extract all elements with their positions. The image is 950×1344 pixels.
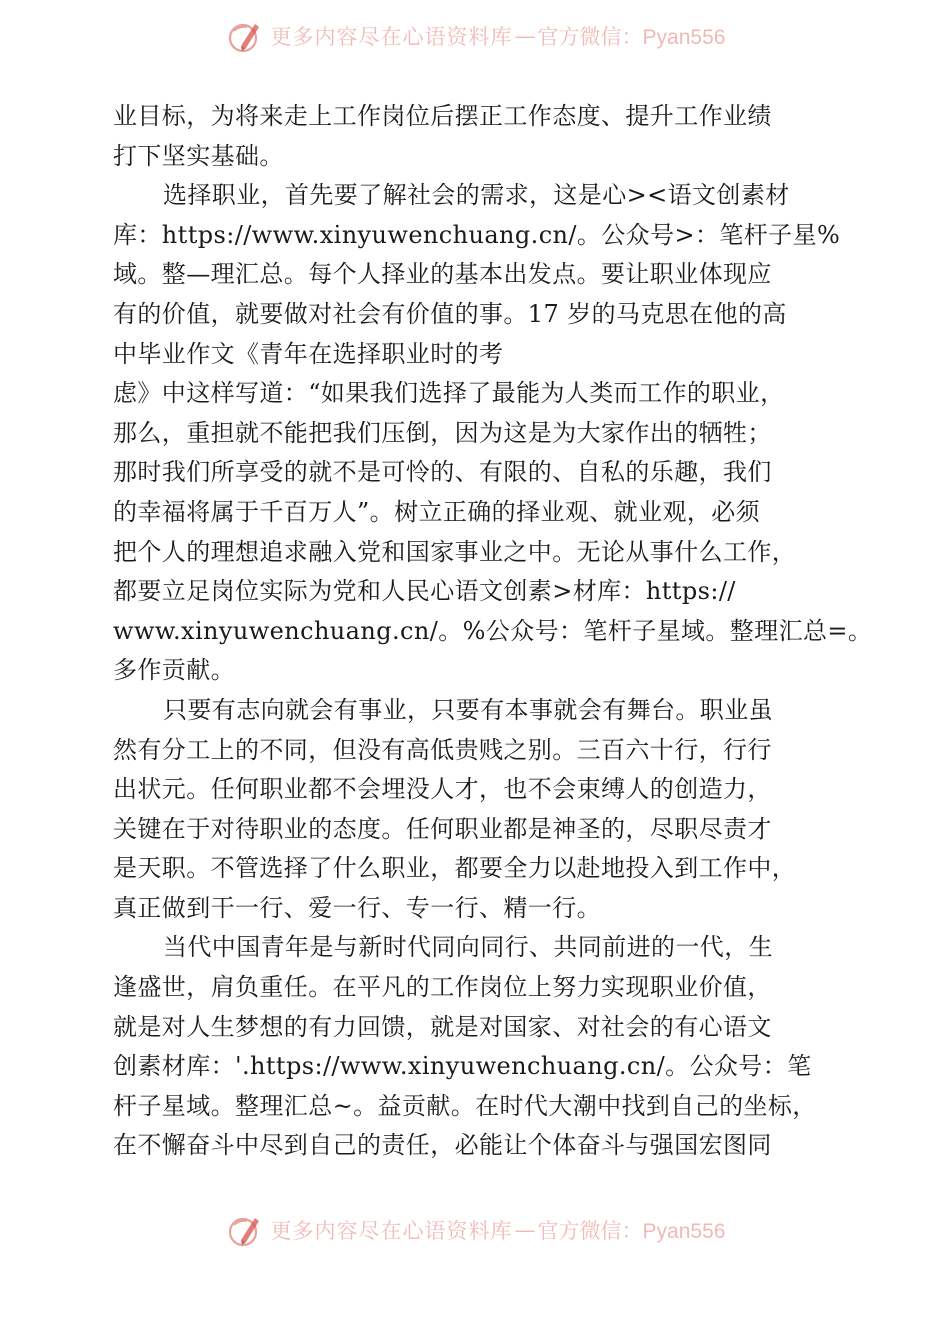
text-line: 中毕业作文《青年在选择职业时的考 bbox=[113, 339, 504, 368]
watermark-wechat: 官方微信：Pyan556 bbox=[537, 1220, 726, 1243]
text-line: 然有分工上的不同，但没有高低贵贱之别。三百六十行，行行 bbox=[113, 735, 772, 764]
text-line: 关键在于对待职业的态度。任何职业都是神圣的，尽职尽责才 bbox=[113, 814, 772, 843]
watermark-slogan: 更多内容尽在心语资料库 bbox=[270, 25, 513, 49]
watermark-separator: — bbox=[514, 1218, 536, 1242]
text-line: 只要有志向就会有事业，只要有本事就会有舞台。职业虽 bbox=[163, 695, 773, 724]
watermark-slogan: 更多内容尽在心语资料库 bbox=[270, 1219, 513, 1243]
text-line: 那么，重担就不能把我们压倒，因为这是为大家作出的牺牲； bbox=[113, 418, 772, 447]
watermark-wechat: 官方微信：Pyan556 bbox=[537, 26, 726, 49]
text-line: 就是对人生梦想的有力回馈，就是对国家、对社会的有心语文 bbox=[113, 1012, 772, 1041]
text-line: 逢盛世，肩负重任。在平凡的工作岗位上努力实现职业价值， bbox=[113, 973, 772, 1002]
text-line: 库：https://www.xinyuwenchuang.cn/。公众号>：笔杆子星% bbox=[113, 220, 841, 249]
document-body bbox=[113, 97, 873, 1166]
text-line: 当代中国青年是与新时代同向同行、共同前进的一代，生 bbox=[163, 933, 773, 962]
text-line: 在不懈奋斗中尽到自己的责任，必能让个体奋斗与强国宏图同 bbox=[113, 1131, 772, 1160]
text-line: 有的价值，就要做对社会有价值的事。17 岁的马克思在他的高 bbox=[113, 299, 787, 328]
text-line: 多作贡献。 bbox=[113, 656, 235, 685]
text-line: 创素材库：'.https://www.xinyuwenchuang.cn/。公众号：笔 bbox=[113, 1052, 812, 1081]
text-line: 业目标，为将来走上工作岗位后摆正工作态度、提升工作业绩 bbox=[113, 102, 772, 130]
text-line: 虑》中这样写道：“如果我们选择了最能为人类而工作的职业， bbox=[113, 379, 785, 408]
text-line: 杆子星域。整理汇总~。益贡献。在时代大潮中找到自己的坐标， bbox=[113, 1091, 817, 1120]
pen-nib-logo-icon bbox=[225, 1210, 265, 1250]
text-line: 打下坚实基础。 bbox=[113, 141, 284, 170]
pen-nib-logo-icon bbox=[225, 16, 265, 56]
text-line: 真正做到干一行、爱一行、专一行、精一行。 bbox=[113, 893, 601, 922]
watermark-separator: — bbox=[514, 24, 536, 48]
text-line: 的幸福将属于千百万人”。树立正确的择业观、就业观，必须 bbox=[113, 497, 761, 526]
text-line: 都要立足岗位实际为党和人民心语文创素>材库：https:// bbox=[113, 577, 736, 606]
text-line: 把个人的理想追求融入党和国家事业之中。无论从事什么工作， bbox=[113, 537, 797, 566]
header-watermark bbox=[0, 14, 950, 58]
text-line: www.xinyuwenchuang.cn/。%公众号：笔杆子星域。整理汇总=。 bbox=[113, 616, 873, 645]
text-line: 域。整—理汇总。每个人择业的基本出发点。要让职业体现应 bbox=[113, 260, 772, 289]
text-line: 是天职。不管选择了什么职业，都要全力以赴地投入到工作中， bbox=[113, 854, 797, 883]
text-line: 那时我们所享受的就不是可怜的、有限的、自私的乐趣，我们 bbox=[113, 458, 772, 487]
text-line: 选择职业，首先要了解社会的需求，这是心><语文创素材 bbox=[163, 181, 790, 210]
text-line: 出状元。任何职业都不会埋没人才，也不会束缚人的创造力， bbox=[113, 775, 772, 804]
footer-watermark bbox=[0, 1208, 950, 1252]
